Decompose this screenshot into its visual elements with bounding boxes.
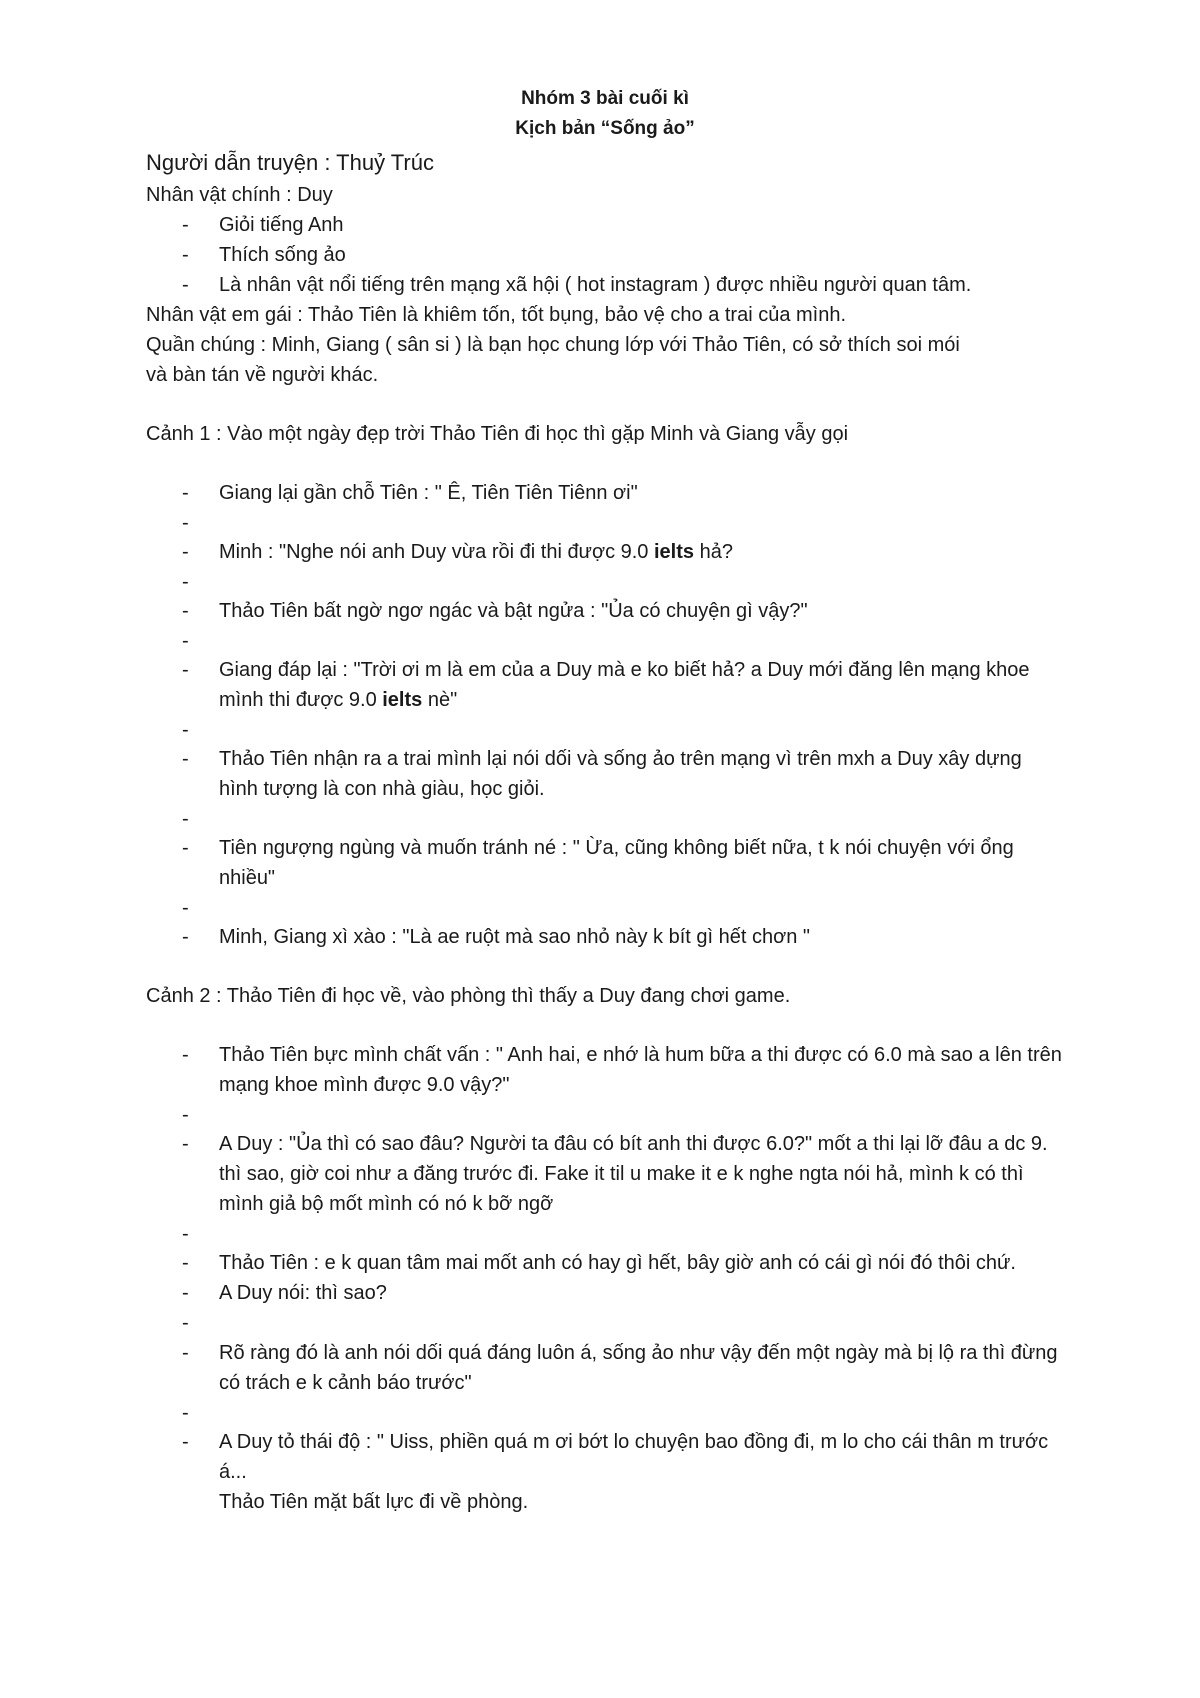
crowd-line: Quần chúng : Minh, Giang ( sân si ) là bạn học chung lớp với Thảo Tiên, có sở thích soi mói [146, 334, 960, 356]
dialogue-line: - Giang lại gần chỗ Tiên : " Ê, Tiên Tiên Tiênn ơi" [146, 478, 1064, 508]
dialogue-line-cont: Thảo Tiên mặt bất lực đi về phòng. [219, 1491, 529, 1513]
document-body [146, 84, 1064, 1517]
dialogue-line: - Minh, Giang xì xào : "Là ae ruột mà sao nhỏ này k bít gì hết chơn " [146, 922, 1064, 952]
scene1-dialogue [146, 478, 1064, 952]
narrator-line: Người dẫn truyện : Thuỷ Trúc [146, 150, 434, 175]
trait-item: - Thích sống ảo [146, 240, 1064, 270]
scene2-dialogue [146, 1040, 1064, 1517]
dialogue-line: - Thảo Tiên bất ngờ ngơ ngác và bật ngửa : "Ủa có chuyện gì vậy?" [146, 596, 1064, 626]
dialogue-line: - A Duy : "Ủa thì có sao đâu? Người ta đâu có bít anh thi được 6.0?" mốt a thi lại lỡ đâu a dc 9. thì sao, giờ coi như a đăng trước đi. Fake it til u make it e k nghe ngta nói hả, mình k có thì mình giả bộ mốt mình có nó k bỡ ngỡ [146, 1129, 1064, 1219]
dialogue-line: - Thảo Tiên bực mình chất vấn : " Anh hai, e nhớ là hum bữa a thi được có 6.0 mà sao a lên trên mạng khoe mình được 9.0 vậy?" [146, 1040, 1064, 1100]
sister-line: Nhân vật em gái : Thảo Tiên là khiêm tốn, tốt bụng, bảo vệ cho a trai của mình. [146, 304, 847, 326]
dialogue-line-empty [146, 1308, 1064, 1338]
dialogue-line: - Rõ ràng đó là anh nói dối quá đáng luôn á, sống ảo như vậy đến một ngày mà bị lộ ra thì đừng có trách e k cảnh báo trước" [146, 1338, 1064, 1398]
trait-item: - Giỏi tiếng Anh [146, 210, 1064, 240]
dialogue-line: - A Duy nói: thì sao? [146, 1278, 1064, 1308]
dialogue-line: - A Duy tỏ thái độ : " Uiss, phiền quá m ơi bớt lo chuyện bao đồng đi, m lo cho cái thân m trước á... Thảo Tiên mặt bất lực đi về phòng. [146, 1427, 1064, 1517]
doc-title-group: Nhóm 3 bài cuối kì [521, 88, 689, 109]
dialogue-line: - Giang đáp lại : "Trời ơi m là em của a Duy mà e ko biết hả? a Duy mới đăng lên mạng khoe mình thi được 9.0 ielts nè" [146, 655, 1064, 715]
dialogue-line: - Thảo Tiên : e k quan tâm mai mốt anh có hay gì hết, bây giờ anh có cái gì nói đó thôi chứ. [146, 1248, 1064, 1278]
main-character-line: Nhân vật chính : Duy [146, 184, 333, 206]
dialogue-line: - Minh : "Nghe nói anh Duy vừa rồi đi thi được 9.0 ielts hả? [146, 537, 1064, 567]
dialogue-line: - Thảo Tiên nhận ra a trai mình lại nói dối và sống ảo trên mạng vì trên mxh a Duy xây dựng hình tượng là con nhà giàu, học giỏi. [146, 744, 1064, 804]
trait-item: - Là nhân vật nổi tiếng trên mạng xã hội ( hot instagram ) được nhiều người quan tâm. [146, 270, 1064, 300]
main-character-traits [146, 210, 1064, 300]
scene1-heading: Cảnh 1 : Vào một ngày đẹp trời Thảo Tiên đi học thì gặp Minh và Giang vẫy gọi [146, 423, 849, 445]
dialogue-line: - Tiên ngượng ngùng và muốn tránh né : " Ừa, cũng không biết nữa, t k nói chuyện với ổng nhiều" [146, 833, 1064, 893]
scene2-heading: Cảnh 2 : Thảo Tiên đi học về, vào phòng thì thấy a Duy đang chơi game. [146, 985, 791, 1007]
crowd-line-cont: và bàn tán về người khác. [146, 364, 379, 386]
doc-title-script: Kịch bản “Sống ảo” [515, 118, 695, 139]
